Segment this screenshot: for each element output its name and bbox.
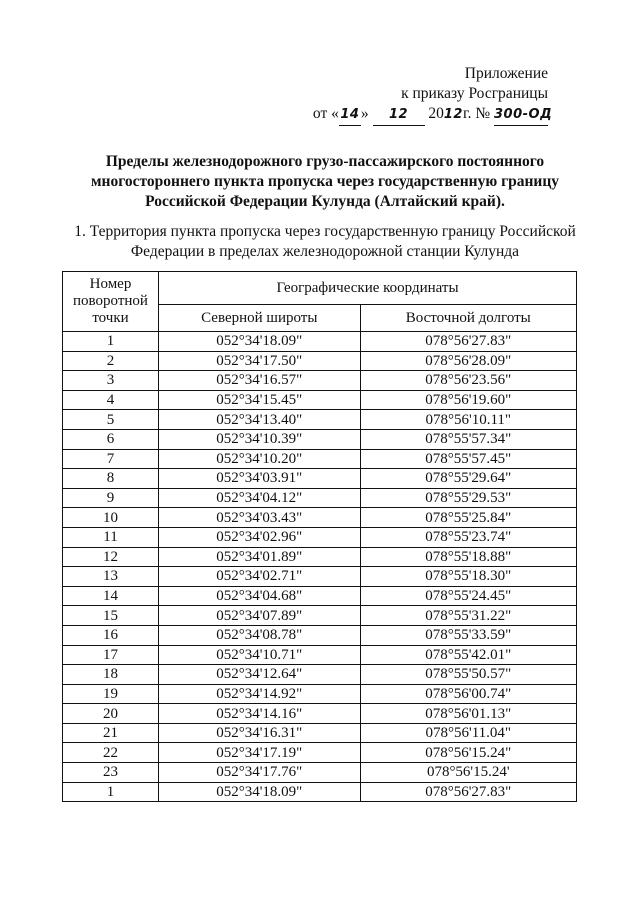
section-line: 1. Территория пункта пропуска через государственную границу Российской [74,223,576,240]
point-number-cell: 1 [63,782,159,802]
latitude-cell: 052°34'01.89" [159,547,361,567]
header-text: поворотной [73,293,148,309]
table-row [63,665,577,685]
point-number-cell: 1 [63,332,159,352]
latitude-cell: 052°34'12.64" [159,665,361,685]
longitude-cell: 078°55'25.84" [360,508,576,528]
point-number-header [63,272,159,332]
table-body [63,332,577,802]
longitude-cell: 078°55'42.01" [360,645,576,665]
longitude-cell: 078°56'27.83" [360,782,576,802]
longitude-cell: 078°55'57.34" [360,429,576,449]
header-text: Номер [89,276,132,292]
table-row [63,645,577,665]
point-number-cell: 12 [63,547,159,567]
date-day: 14 [339,105,361,126]
table-row [63,410,577,430]
point-number-cell: 4 [63,390,159,410]
point-number-cell: 6 [63,429,159,449]
point-number-cell: 5 [63,410,159,430]
table-row [63,547,577,567]
year-prefix: 20 [428,105,444,122]
title-line: Пределы железнодорожного грузо-пассажирского постоянного [105,153,545,170]
table-row [63,429,577,449]
latitude-cell: 052°34'16.57" [159,371,361,391]
longitude-cell: 078°55'18.30" [360,567,576,587]
latitude-cell: 052°34'14.92" [159,684,361,704]
latitude-cell: 052°34'10.20" [159,449,361,469]
latitude-cell: 052°34'03.91" [159,469,361,489]
appendix-title: Приложение [464,65,548,82]
point-number-cell: 20 [63,704,159,724]
longitude-cell: 078°56'15.24' [360,763,576,783]
latitude-cell: 052°34'17.19" [159,743,361,763]
point-number-cell: 18 [63,665,159,685]
table-row [63,449,577,469]
title-line: многостороннего пункта пропуска через государственную границу [90,173,560,190]
longitude-cell: 078°55'31.22" [360,606,576,626]
longitude-cell: 078°56'15.24" [360,743,576,763]
table-row [63,763,577,783]
point-number-cell: 2 [63,351,159,371]
longitude-cell: 078°56'01.13" [360,704,576,724]
latitude-cell: 052°34'10.39" [159,429,361,449]
latitude-cell: 052°34'10.71" [159,645,361,665]
appendix-date-line [312,104,553,126]
point-number-cell: 9 [63,488,159,508]
latitude-cell: 052°34'16.31" [159,723,361,743]
table-row [63,508,577,528]
latitude-cell: 052°34'04.12" [159,488,361,508]
point-number-cell: 15 [63,606,159,626]
table-row [63,527,577,547]
title-line: Российской Федерации Кулунда (Алтайский край). [145,193,505,210]
latitude-cell: 052°34'14.16" [159,704,361,724]
number-prefix: г. № [462,105,491,122]
latitude-cell: 052°34'04.68" [159,586,361,606]
longitude-cell: 078°56'00.74" [360,684,576,704]
latitude-cell: 052°34'02.96" [159,527,361,547]
section-line: Федерации в пределах железнодорожной станции Кулунда [130,243,520,260]
coords-header: Географические координаты [159,272,577,305]
table-row [63,606,577,626]
latitude-cell: 052°34'13.40" [159,410,361,430]
latitude-cell: 052°34'02.71" [159,567,361,587]
table-row [63,743,577,763]
point-number-cell: 22 [63,743,159,763]
longitude-cell: 078°56'10.11" [360,410,576,430]
latitude-cell: 052°34'15.45" [159,390,361,410]
longitude-cell: 078°56'23.56" [360,371,576,391]
date-month: 12 [373,105,425,126]
appendix-order-ref: к приказу Росграницы [401,85,548,102]
latitude-cell: 052°34'18.09" [159,332,361,352]
latitude-cell: 052°34'18.09" [159,782,361,802]
longitude-cell: 078°55'23.74" [360,527,576,547]
date-prefix: от « [312,105,339,122]
year-suffix: 12 [443,107,463,122]
latitude-cell: 052°34'07.89" [159,606,361,626]
table-row [63,469,577,489]
document-title [60,152,590,212]
point-number-cell: 19 [63,684,159,704]
table-row [63,782,577,802]
header-text: точки [92,310,129,326]
point-number-cell: 14 [63,586,159,606]
point-number-cell: 16 [63,625,159,645]
latitude-header: Северной широты [159,305,361,332]
point-number-cell: 11 [63,527,159,547]
table-row [63,567,577,587]
table-row [63,586,577,606]
table-row [63,625,577,645]
point-number-cell: 23 [63,763,159,783]
longitude-cell: 078°56'19.60" [360,390,576,410]
latitude-cell: 052°34'17.50" [159,351,361,371]
longitude-cell: 078°55'50.57" [360,665,576,685]
point-number-cell: 17 [63,645,159,665]
longitude-cell: 078°56'28.09" [360,351,576,371]
order-number: 300-ОД [494,105,548,126]
table-row [63,704,577,724]
latitude-cell: 052°34'03.43" [159,508,361,528]
table-row [63,332,577,352]
longitude-cell: 078°55'24.45" [360,586,576,606]
point-number-cell: 8 [63,469,159,489]
point-number-cell: 3 [63,371,159,391]
longitude-cell: 078°56'11.04" [360,723,576,743]
coordinates-table [62,271,577,802]
table-row [63,488,577,508]
latitude-cell: 052°34'17.76" [159,763,361,783]
table-row [63,723,577,743]
date-sep: » [360,105,369,122]
table-row [63,371,577,391]
longitude-cell: 078°55'29.53" [360,488,576,508]
longitude-cell: 078°55'29.64" [360,469,576,489]
point-number-cell: 10 [63,508,159,528]
point-number-cell: 21 [63,723,159,743]
appendix-header [312,64,553,126]
longitude-cell: 078°56'27.83" [360,332,576,352]
longitude-cell: 078°55'18.88" [360,547,576,567]
point-number-cell: 7 [63,449,159,469]
longitude-cell: 078°55'33.59" [360,625,576,645]
table-row [63,684,577,704]
section-heading [70,222,580,262]
table-row [63,351,577,371]
longitude-cell: 078°55'57.45" [360,449,576,469]
latitude-cell: 052°34'08.78" [159,625,361,645]
point-number-cell: 13 [63,567,159,587]
table-row [63,390,577,410]
longitude-header: Восточной долготы [360,305,576,332]
